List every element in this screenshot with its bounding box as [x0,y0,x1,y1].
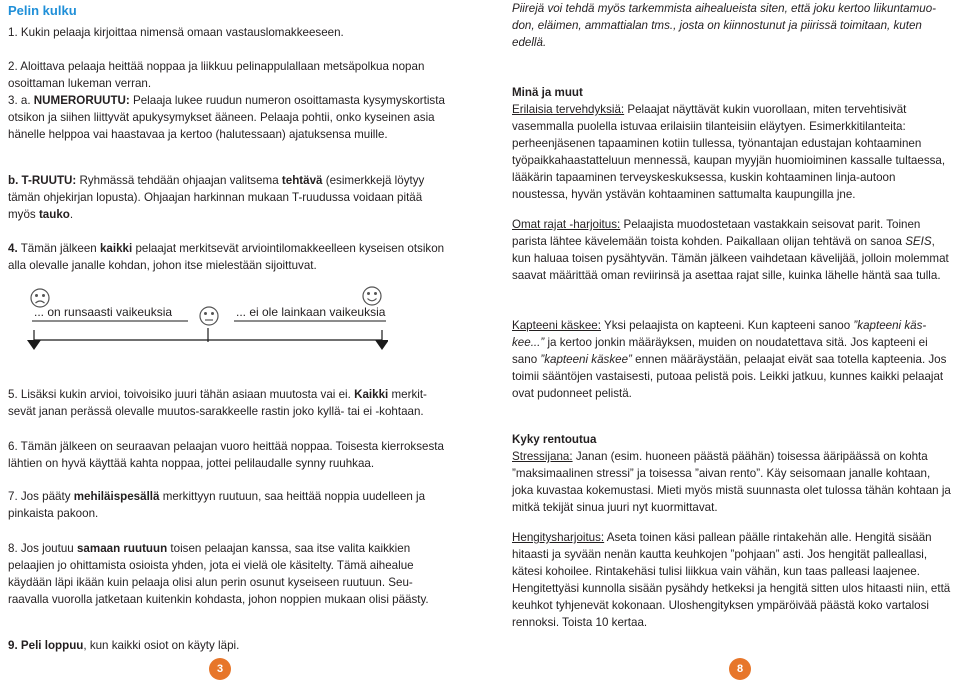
exercise-captain-says-text-2: ja kertoo jonkin määräyksen, muiden on noudatettava sitä. Jos kapteeni ei sano [512,336,928,366]
exercise-greetings-label: Erilaisia tervehdyksiä: [512,103,625,116]
exercise-captain-says-quote: ”kapteeni käskee...” [512,319,927,349]
rating-scale [8,284,388,354]
step-4-text: Tämän jälkeen [20,242,97,255]
step-5-text: 5. Lisäksi kukin arvioi, toivoisiko juuri tähän asiaan muutosta vai ei. [8,388,351,401]
exercise-greetings-text: Pelaajat näyttävät kukin vuorollaan, miten tervehtisivät vasemmalla puolella istuvaa erilaisiin tilanteisiin eläytyen. Esimerkkitilanteita: perheenjäsenen tapaaminen kotiin tullessa, työnantajan edustajan kohtaaminen työpaikkahaastatteluun mennessä, kaupan myyjän huomioiminen kassalle tultaessa, lääkärin tapaaminen terveyskeskuksessa, kuskin kohtaaminen linja-autoon noustessa, hyvän ystävän kohtaaminen sattumalta kaupungilla jne. [512,103,946,201]
page-title: Pelin kulku [8,3,77,18]
exercise-breathing-text: Aseta toinen käsi pallean päälle rintakehän alle. Hengitä sisään hitaasti ja syvään nenän kautta keuhkojen ”pohjaan” asti. Jos hengität palleallasi, kätesi kohoilee. Rintakehäsi tulisi liikkua vain vähän, kun taas palleasi laajenee. Hengitettyäsi kunnolla sisään pysähdy hetkeksi ja hengitä sitten ulos hitaasti niin, että keuhkot tyhjenevät kokonaan. Uloshengityksen ympäröivää päästä koko vartalosi rennoksi. Toista 10 kertaa. [512,531,951,629]
step-4-text-2: pelaajat merkitsevät arviointilomakkeelleen kyseisen otsikon alla olevalle janalle kohdan, johon itse mielestään sijoittuvat. [8,242,445,272]
exercise-own-boundaries-seis: SEIS [905,235,932,248]
step-3a-label: NUMERORUUTU: [33,94,130,107]
step-7-text: 7. Jos pääty [8,490,71,503]
step-9-text: , kun kaikki osiot on käyty läpi. [83,639,240,652]
page-number-right: 8 [729,658,751,680]
exercise-captain-says-text: Yksi pelaajista on kapteeni. Kun kapteeni sanoo [603,319,851,332]
step-3b [8,172,448,223]
step-8 [8,540,448,608]
exercise-stress-line [512,448,952,516]
section-heading-relax: Kyky rentoutua [512,433,597,446]
exercise-own-boundaries-label: Omat rajat -harjoitus: [512,218,621,231]
step-7-text-2: merkittyyn ruutuun, saa heittää noppia uudelleen ja pinkaista pakoon. [8,490,426,520]
step-3b-label: b. T-RUUTU: [8,174,77,187]
arrow-left-icon [27,340,41,350]
step-5 [8,386,448,420]
step-3b-bold-task: tehtävä [281,174,323,187]
step-3b-period: . [69,208,74,221]
step-8-bold-same-square: samaan ruutuun [76,542,168,555]
exercise-own-boundaries-text: Pelaajista muodostetaan vastakkain seisovat parit. Toinen parista lähtee kävelemään toista kohden. Paikallaan olijan tehtävä on sanoa [512,218,921,248]
intro-text: Piirejä voi tehdä myös tarkemmista aihealueista siten, että joku kertoo liikuntamuodon, eläimen, ammattialan tms., josta on kiinnostunut ja piirissä toimitaan, kuten edellä. [512,2,937,49]
step-6: 6. Tämän jälkeen on seuraavan pelaajan vuoro heittää noppaa. Toisesta kierroksesta lähtien on hyvä käyttää kahta noppaa, jottei pelilaudalle synny ruuhkaa. [8,440,444,470]
step-3b-bold-break: tauko [38,208,70,221]
step-4-bold-all: kaikki [99,242,133,255]
step-5-bold-all: Kaikki [354,388,389,401]
step-5-text-2: merkitsevät janan perässä olevalle muutos-sarakkeelle rastin joko kyllä- tai ei -kohtaan. [8,388,427,418]
rating-scale-line [8,284,388,354]
scale-right-label: ... ei ole lainkaan vaikeuksia [236,305,386,319]
exercise-stress-line-label: Stressijana: [512,450,573,463]
step-3a [8,92,448,143]
step-3b-text-2: (esimerkkejä löytyy tämän ohjekirjan lopusta). Ohjaajan harkinnan mukaan T-ruudussa voidaan pitää myös [8,174,425,221]
step-8-text: 8. Jos joutuu [8,542,74,555]
step-8-text-2: toisen pelaajan kanssa, saa itse valita kaikkien pelaajien jo ohittamista osioista yhden, jota ei vielä ole käsitelty. Tämä aihealue käydään läpi ikään kuin pelaaja olisi alun perin osunut kyseiseen ruutuun. Seuraavalla vuorolla jatketaan kuitenkin kohdasta, johon noppien mukaan olisi päästy. [8,542,429,606]
step-4-number: 4. [8,242,18,255]
happy-face-icon [363,287,381,305]
section-heading-me-and-others: Minä ja muut [512,86,583,99]
exercise-breathing [512,529,952,631]
neutral-face-icon [200,307,218,325]
step-4 [8,240,448,274]
step-9 [8,637,239,654]
step-3a-number: 3. a. [8,94,31,107]
exercise-captain-says-quote-2: ”kapteeni käskee” [540,353,632,366]
exercise-breathing-label: Hengitysharjoitus: [512,531,605,544]
step-7-bold-beehive: mehiläispesällä [73,490,160,503]
step-9-bold-end: 9. Peli loppuu [8,639,84,652]
step-3a-text: Pelaaja lukee ruudun numeron osoittamasta kysymyskortista otsikon ja siihen liittyvät apukysymykset ääneen. Pelaaja pohtii, onko kyseinen asia hänelle helppoa vai haastavaa ja kertoo (halutessaan) ajatuksensa muille. [8,94,445,141]
step-1: 1. Kukin pelaaja kirjoittaa nimensä omaan vastauslomakkeeseen. [8,26,344,39]
step-7 [8,488,448,522]
exercise-own-boundaries [512,216,952,284]
exercise-captain-says-text-3: ennen määräystään, pelaajat eivät saa totella kapteenia. Jos toimii sääntöjen vastaisesti, putoaa pelistä pois. Leikki jatkuu, kunnes kaikki pelaajat ovat pudonneet pelistä. [512,353,947,400]
step-2: 2. Aloittava pelaaja heittää noppaa ja liikkuu pelinappulallaan metsäpolkua nopan osoittaman lukeman verran. [8,60,425,90]
arrow-right-icon [375,340,388,350]
scale-left-label: ... on runsaasti vaikeuksia [34,305,173,319]
exercise-stress-line-text: Janan (esim. huoneen päästä päähän) toisessa ääripäässä on kohta ”maksimaalinen stressi” ja toisessa ”aivan rento”. Käy seisomaan janalle kohtaan, joka kuvastaa kokemustasi. Mieti myös mistä suunnasta olet tulossa tähän kohtaan ja mitkä tekijät sinua juuri nyt kuormittavat. [512,450,951,514]
step-3b-text: Ryhmässä tehdään ohjaajan valitsema [79,174,279,187]
exercise-greetings [512,101,952,203]
exercise-captain-says-label: Kapteeni käskee: [512,319,601,332]
exercise-own-boundaries-text-2: , kun haluaa toisen pysähtyvän. Tämän jälkeen vaihdetaan kävelijää, jolloin molemmat saavat määrittää oman reviirinsä ja asettaa rajat sille, kuinka lähelle häntä saa tulla. [512,235,949,282]
page-number-left: 3 [209,658,231,680]
exercise-captain-says [512,317,952,402]
